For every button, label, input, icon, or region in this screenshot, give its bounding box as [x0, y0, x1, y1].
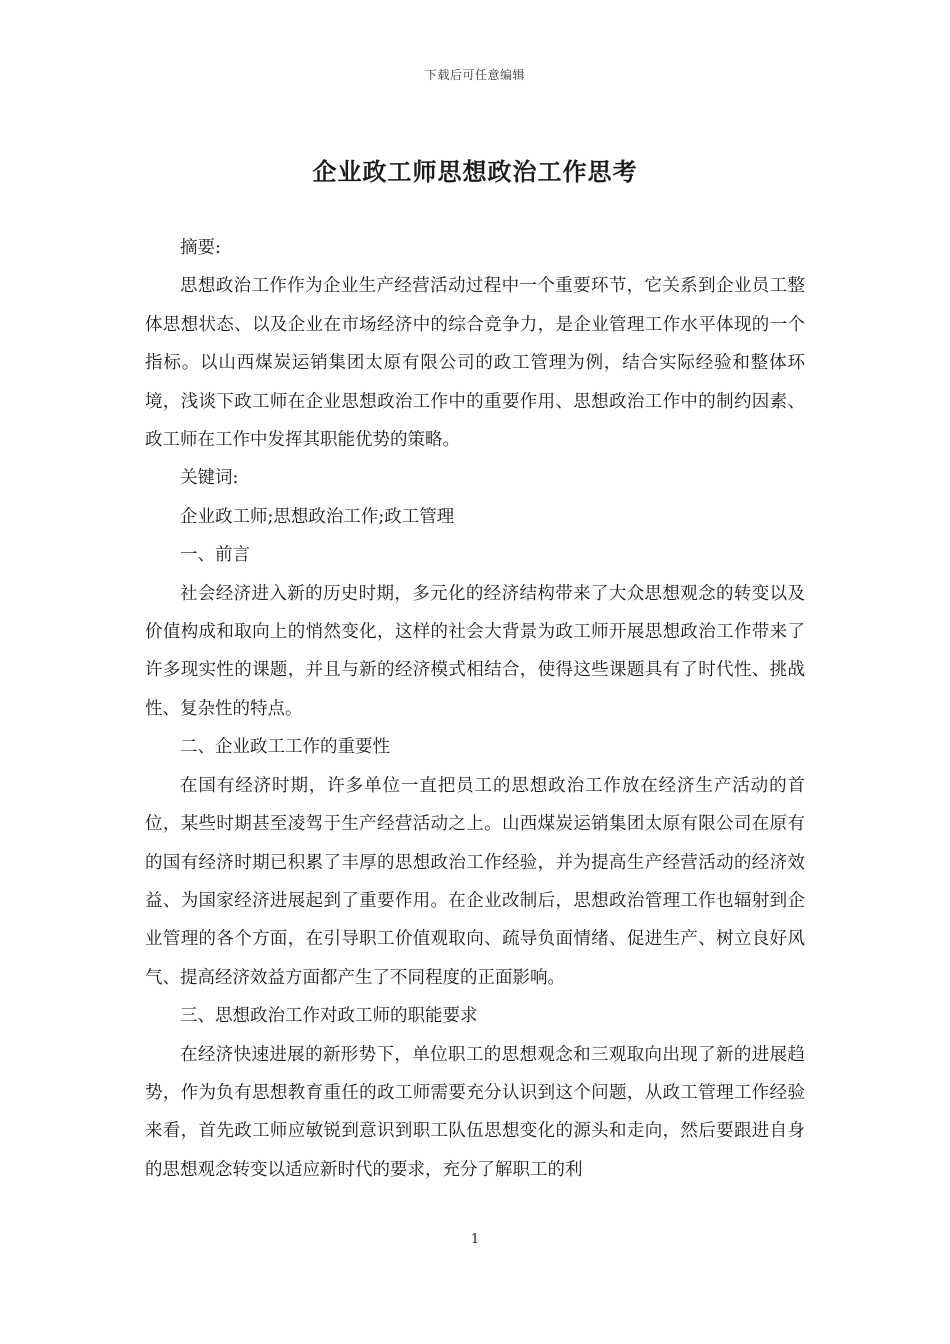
requirements-paragraph: 在经济快速进展的新形势下，单位职工的思想观念和三观取向出现了新的进展趋势，作为负有思想教育重任的政工师需要充分认识到这个问题，从政工管理工作经验来看，首先政工师应敏锐到意识到职工队伍思想变化的源头和走向，然后要跟进自身的思想观念转变以适应新时代的要求，充分了解职工的利: [145, 1044, 805, 1180]
section-heading-importance: 二、企业政工工作的重要性: [180, 737, 390, 758]
keywords-paragraph: 企业政工师;思想政治工作;政工管理: [180, 506, 455, 527]
page-number: 1: [470, 1232, 480, 1247]
section-heading-preface: 一、前言: [180, 545, 250, 566]
document-title: 企业政工师思想政治工作思考: [312, 157, 638, 186]
header-note: 下载后可任意编辑: [424, 68, 525, 82]
importance-paragraph: 在国有经济时期，许多单位一直把员工的思想政治工作放在经济生产活动的首位，某些时期甚至凌驾于生产经营活动之上。山西煤炭运销集团太原有限公司在原有的国有经济时期已积累了丰厚的思想政治工作经验，并为提高生产经营活动的经济效益、为国家经济进展起到了重要作用。在企业改制后，思想政治管理工作也辐射到企业管理的各个方面，在引导职工价值观取向、疏导负面情绪、促进生产、树立良好风气、提高经济效益方面都产生了不同程度的正面影响。: [145, 775, 805, 988]
preface-paragraph: 社会经济进入新的历史时期，多元化的经济结构带来了大众思想观念的转变以及价值构成和取向上的悄然变化，这样的社会大背景为政工师开展思想政治工作带来了许多现实性的课题，并且与新的经济模式相结合，使得这些课题具有了时代性、挑战性、复杂性的特点。: [145, 583, 805, 719]
abstract-paragraph: 思想政治工作作为企业生产经营活动过程中一个重要环节，它关系到企业员工整体思想状态、以及企业在市场经济中的综合竞争力，是企业管理工作水平体现的一个指标。以山西煤炭运销集团太原有限公司的政工管理为例，结合实际经验和整体环境，浅谈下政工师在企业思想政治工作中的重要作用、思想政治工作中的制约因素、政工师在工作中发挥其职能优势的策略。: [145, 276, 805, 451]
document-body: [145, 229, 805, 1189]
section-heading-requirements: 三、思想政治工作对政工师的职能要求: [180, 1006, 478, 1027]
abstract-heading: 摘要:: [180, 238, 221, 258]
keywords-heading: 关键词:: [180, 468, 239, 489]
